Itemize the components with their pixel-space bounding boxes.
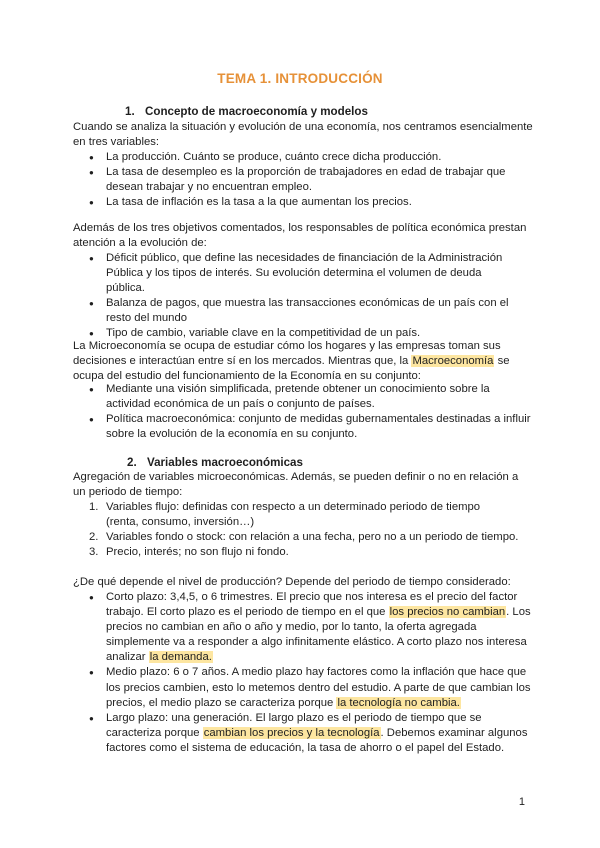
list-item: ● Mediante una visión simplificada, pretende obtener un conocimiento sobre la actividad económica de un país o conjunto de países. xyxy=(73,382,533,412)
time-horizon-list xyxy=(73,590,533,756)
section-1-paragraph-2: Además de los tres objetivos comentados, los responsables de política económica prestan atención a la evolución de: xyxy=(73,222,527,250)
highlight: la tecnología no cambia. xyxy=(337,696,460,709)
list-item xyxy=(73,545,533,560)
item-text: Variables flujo: definidas con respecto a un determinado periodo de tiempo (renta, consumo, inversión…) xyxy=(106,501,481,529)
list-item: ● Déficit público, que define las necesidades de financiación de la Administración Pública y los tipos de interés. Su evolución determina el volumen de deuda pública. xyxy=(73,251,533,296)
highlight: la demanda. xyxy=(149,651,212,664)
list-item-largo-plazo xyxy=(73,711,533,756)
item-text: Corto plazo: 3,4,5, o 6 trimestres. El precio que nos interesa es el precio del factor trabajo. El corto plazo es el periodo de tiempo en el que xyxy=(106,591,518,619)
section-1-paragraph-3 xyxy=(73,339,533,384)
item-text: Variables fondo o stock: con relación a una fecha, pero no a un periodo de tiempo. xyxy=(106,531,519,544)
item-text: Largo plazo: una generación. El largo plazo es el periodo de tiempo que se caracteriza porque xyxy=(106,711,482,739)
paragraph-text: se ocupa del estudio del funcionamiento de la Economía en su conjunto: xyxy=(73,355,510,383)
highlight: los precios no cambian xyxy=(389,606,506,619)
list-item: ● La tasa de desempleo es la proporción de trabajadores en edad de trabajar que desean trabajar y no encuentran empleo. xyxy=(73,165,533,195)
highlight-macroeconomia: Macroeconomía xyxy=(412,355,494,368)
section-2-number: 2. xyxy=(127,456,137,469)
page-number: 1 xyxy=(518,796,525,808)
item-number: 1. xyxy=(89,501,99,513)
paragraph-text: La Microeconomía se ocupa de estudiar cómo los hogares y las empresas toman sus decisiones e interactúan entre sí en los mercados. Mientras que, la xyxy=(73,340,501,368)
list-item-corto-plazo xyxy=(73,590,533,665)
item-number: 2. xyxy=(89,531,99,544)
list-item: ● La producción. Cuánto se produce, cuánto crece dicha producción. xyxy=(73,150,533,165)
section-2-intro: Agregación de variables microeconómicas. Además, se pueden definir o no en relación a un periodo de tiempo: xyxy=(73,471,519,499)
item-text: Medio plazo: 6 o 7 años. A medio plazo hay factores como la inflación que hace que los precios cambien, esto lo metemos dentro del estudio. A parte de que cambian los precios, el medio plazo se caracteriza porque xyxy=(106,666,531,709)
item-text: . Los precios no cambian en año o año y medio, por lo tanto, la oferta agregada simplemente va a responder a algo infinitamente elástico. A corto plazo nos interesa analizar xyxy=(106,606,531,664)
document-title: TEMA 1. INTRODUCCIÓN xyxy=(217,71,383,86)
list-item: ● Balanza de pagos, que muestra las transacciones económicas de un país con el resto del mundo xyxy=(73,296,533,326)
highlight: cambian los precios y la tecnología xyxy=(203,726,380,739)
list-item xyxy=(73,530,533,545)
section-1-heading xyxy=(125,104,585,119)
variable-types-list xyxy=(73,500,533,560)
policy-list xyxy=(73,251,533,342)
list-item-medio-plazo xyxy=(73,665,533,710)
section-2-title: Variables macroeconómicas xyxy=(147,456,303,469)
section-2-heading xyxy=(127,455,587,470)
section-1-title: Concepto de macroeconomía y modelos xyxy=(145,105,368,118)
list-item xyxy=(73,500,533,530)
item-text: Precio, interés; no son flujo ni fondo. xyxy=(106,546,289,559)
item-number: 3. xyxy=(89,546,99,559)
production-question: ¿De qué depende el nivel de producción? Depende del periodo de tiempo considerado: xyxy=(73,576,511,588)
section-1-intro: Cuando se analiza la situación y evolución de una economía, nos centramos esencialmente en tres variables: xyxy=(73,121,533,149)
list-item: ● La tasa de inflación es la tasa a la que aumentan los precios. xyxy=(73,195,533,210)
list-item: ● Política macroeconómica: conjunto de medidas gubernamentales destinadas a influir sobre la evolución de la economía en su conjunto. xyxy=(73,412,533,442)
macro-list xyxy=(73,382,533,442)
variables-list xyxy=(73,150,533,210)
list-item: ● Tipo de cambio, variable clave en la competitividad de un país. xyxy=(73,326,533,341)
item-text: . Debemos examinar algunos factores como el sistema de educación, la tasa de ahorro o el papel del Estado. xyxy=(106,726,528,754)
section-1-number: 1. xyxy=(125,105,135,118)
